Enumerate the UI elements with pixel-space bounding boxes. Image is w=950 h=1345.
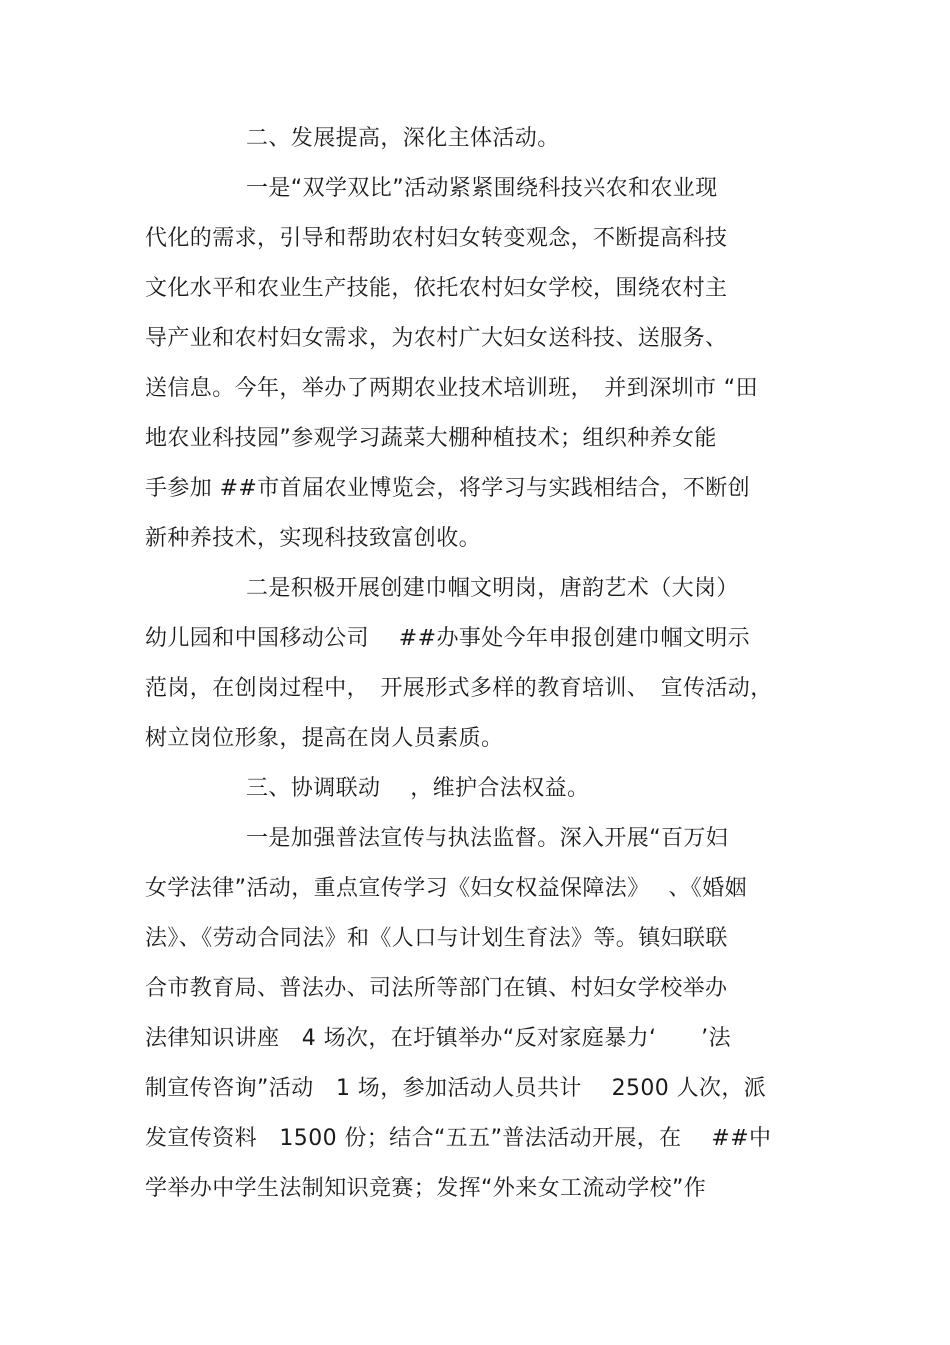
paragraph-line: 发宣传资料 1500 份；结合“五五”普法活动开展，在 ##中: [145, 1126, 772, 1151]
paragraph-line: 送信息。今年，举办了两期农业技术培训班， 并到深圳市 “田: [145, 376, 758, 401]
section-heading-2: 二、发展提高，深化主体活动。: [246, 126, 560, 151]
paragraph-line: 女学法律”活动，重点宣传学习《妇女权益保障法》 、《婚姻: [145, 876, 747, 901]
paragraph-line: 文化水平和农业生产技能，依托农村妇女学校，围绕农村主: [145, 276, 728, 301]
paragraph-line: 手参加 ##市首届农业博览会，将学习与实践相结合，不断创: [145, 476, 751, 501]
paragraph-line: 幼儿园和中国移动公司 ##办事处今年申报创建巾帼文明示: [145, 626, 751, 651]
paragraph-line: 代化的需求，引导和帮助农村妇女转变观念，不断提高科技: [145, 226, 728, 251]
paragraph-line: 导产业和农村妇女需求，为农村广大妇女送科技、送服务、: [145, 326, 728, 351]
paragraph-line: 二是积极开展创建巾帼文明岗，唐韵艺术（大岗）: [246, 576, 739, 601]
paragraph-line: 制宣传咨询”活动 1 场，参加活动人员共计 2500 人次，派: [145, 1076, 767, 1101]
paragraph-line: 合市教育局、普法办、司法所等部门在镇、村妇女学校举办: [145, 976, 728, 1001]
paragraph-line: 学举办中学生法制知识竞赛；发挥“外来女工流动学校”作: [145, 1176, 707, 1201]
paragraph-line: 新种养技术，实现科技致富创收。: [145, 526, 482, 551]
paragraph-line: 范岗，在创岗过程中， 开展形式多样的教育培训、 宣传活动，: [145, 676, 773, 701]
paragraph-line: 树立岗位形象，提高在岗人员素质。: [145, 726, 504, 751]
paragraph-line: 法》、《劳动合同法》和《人口与计划生育法》等。镇妇联联: [145, 926, 728, 951]
paragraph-line: 法律知识讲座 4 场次，在圩镇举办“反对家庭暴力‘ ’法: [145, 1026, 731, 1051]
paragraph-line: 一是加强普法宣传与执法监督。深入开展“百万妇: [246, 826, 729, 851]
section-heading-3: 三、协调联动 ，维护合法权益。: [246, 776, 590, 801]
paragraph-line: 地农业科技园”参观学习蔬菜大棚种植技术；组织种养女能: [145, 426, 717, 451]
paragraph-line: 一是“双学双比”活动紧紧围绕科技兴农和农业现: [246, 176, 718, 201]
